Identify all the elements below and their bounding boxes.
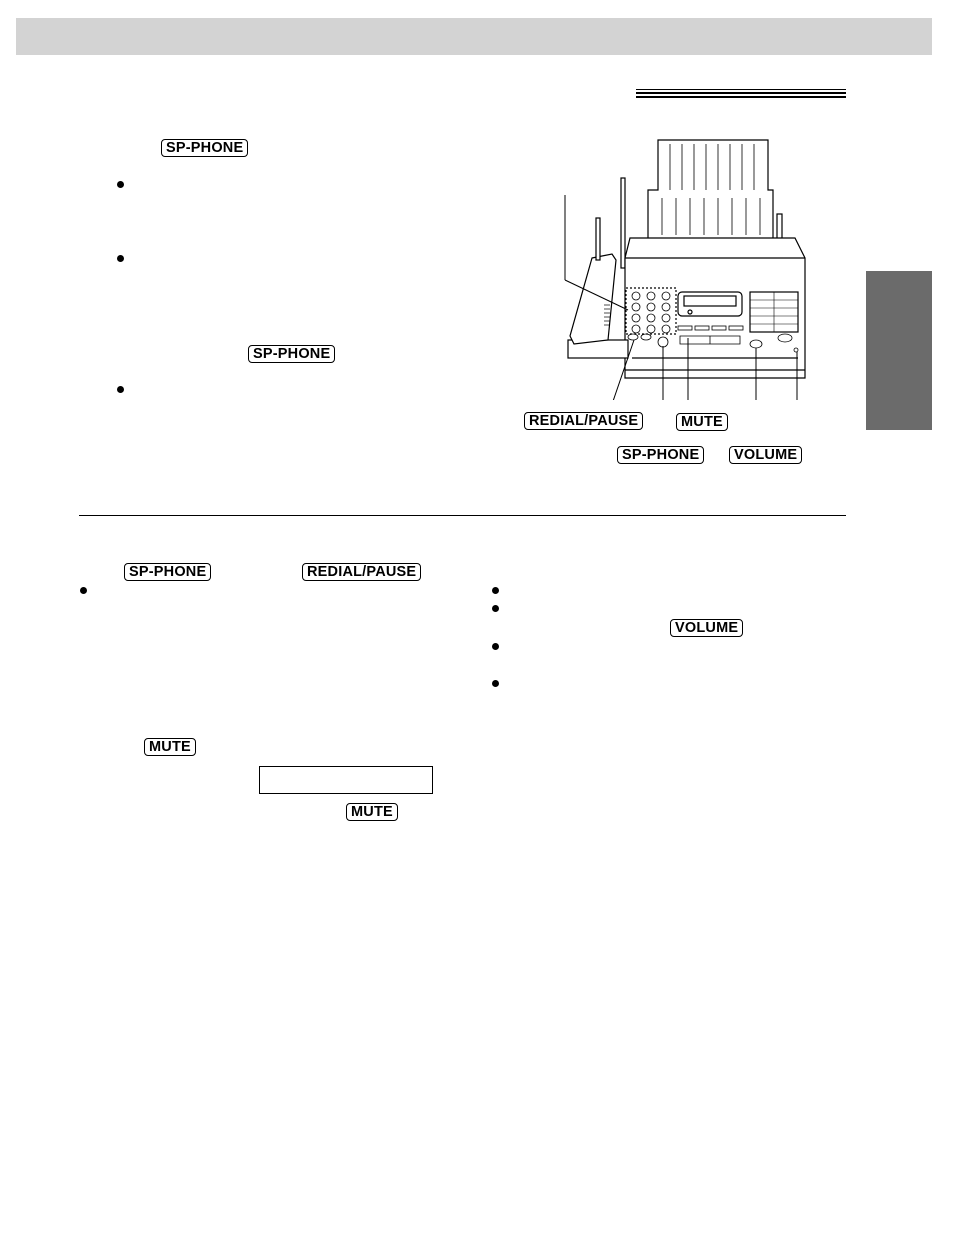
sp-phone-key: SP-PHONE: [124, 563, 211, 581]
sp-phone-key: SP-PHONE: [161, 139, 248, 157]
mute-callout: MUTE: [676, 413, 728, 431]
bullet: [492, 605, 499, 612]
mute-key: MUTE: [144, 738, 196, 756]
section-rule: [636, 89, 846, 101]
bullet: [117, 255, 124, 262]
sp-phone-key: SP-PHONE: [248, 345, 335, 363]
bullet: [492, 587, 499, 594]
volume-key: VOLUME: [670, 619, 743, 637]
bullet: [117, 386, 124, 393]
bullet: [492, 680, 499, 687]
bullet: [117, 181, 124, 188]
mute-key: MUTE: [346, 803, 398, 821]
section-divider: [79, 515, 846, 516]
volume-callout: VOLUME: [729, 446, 802, 464]
display-message-box: [259, 766, 433, 794]
section-tab: [866, 271, 932, 430]
header-bar: [16, 18, 932, 55]
bullet: [80, 587, 87, 594]
sp-phone-callout: SP-PHONE: [617, 446, 704, 464]
redial-pause-callout: REDIAL/PAUSE: [524, 412, 643, 430]
bullet: [492, 643, 499, 650]
redial-pause-key: REDIAL/PAUSE: [302, 563, 421, 581]
fax-machine-illustration: [530, 130, 820, 400]
